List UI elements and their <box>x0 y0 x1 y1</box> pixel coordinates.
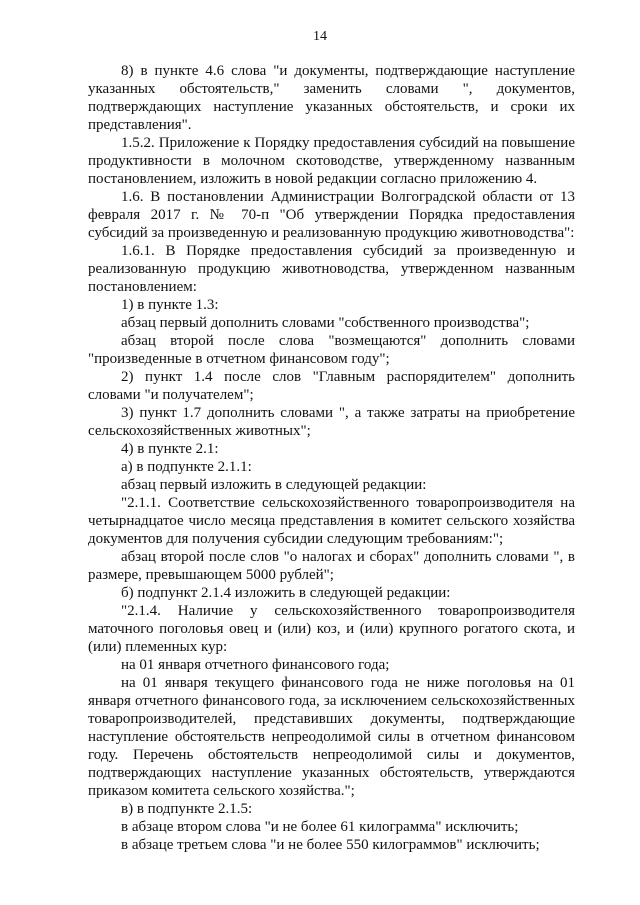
paragraph: абзац первый дополнить словами "собственного производства"; <box>121 315 530 331</box>
paragraph: 1.6.1. В Порядке предоставления субсидий за произведенную и реализованную продукцию животноводства, утвержденном названным постановлением: <box>88 243 575 295</box>
paragraph: в абзаце третьем слова "и не более 550 килограммов" исключить; <box>121 837 540 853</box>
paragraph: "2.1.1. Соответствие сельскохозяйственного товаропроизводителя на четырнадцатое число месяца представления в комитет сельского хозяйства документов для получения субсидии следующим требованиям:"; <box>88 495 575 547</box>
paragraph: 3) пункт 1.7 дополнить словами ", а также затраты на приобретение сельскохозяйственных животных"; <box>88 405 575 439</box>
paragraph: на 01 января текущего финансового года не ниже поголовья на 01 января отчетного финансового года, за исключением сельскохозяйственных товаропроизводителей, представивших документы, подтверждающие наступление обстоятельств непреодолимой силы в отчетном финансовом году. Перечень обстоятельств непреодолимой силы и документов, подтверждающих наступление указанных обстоятельств, утверждаются приказом комитета сельского хозяйства."; <box>88 675 575 799</box>
paragraph: абзац второй после слов "о налогах и сборах" дополнить словами ", в размере, превышающем 5000 рублей"; <box>88 549 575 583</box>
paragraph: на 01 января отчетного финансового года; <box>121 657 390 673</box>
paragraph: а) в подпункте 2.1.1: <box>121 459 252 475</box>
paragraph: абзац второй после слова "возмещаются" дополнить словами "произведенные в отчетном финансовом году"; <box>88 333 575 367</box>
paragraph: б) подпункт 2.1.4 изложить в следующей редакции: <box>121 585 451 601</box>
paragraph: 1.5.2. Приложение к Порядку предоставления субсидий на повышение продуктивности в молочном скотоводстве, утвержденному названным постановлением, изложить в новой редакции согласно приложению 4. <box>88 135 575 187</box>
paragraph: 1) в пункте 1.3: <box>121 297 219 313</box>
document-body <box>88 62 575 854</box>
paragraph: в) в подпункте 2.1.5: <box>121 801 253 817</box>
paragraph: в абзаце втором слова "и не более 61 килограмма" исключить; <box>121 819 519 835</box>
paragraph: абзац первый изложить в следующей редакции: <box>121 477 427 493</box>
paragraph: 4) в пункте 2.1: <box>121 441 219 457</box>
page-number: 14 <box>313 29 327 44</box>
paragraph: 2) пункт 1.4 после слов "Главным распорядителем" дополнить словами "и получателем"; <box>88 369 575 403</box>
paragraph: "2.1.4. Наличие у сельскохозяйственного товаропроизводителя маточного поголовья овец и (или) коз, и (или) крупного рогатого скота, и (или) племенных кур: <box>88 603 575 655</box>
paragraph: 8) в пункте 4.6 слова "и документы, подтверждающие наступление указанных обстоятельств," заменить словами ", документов, подтверждающих наступление указанных обстоятельств, и сроки их представления". <box>88 63 575 133</box>
paragraph: 1.6. В постановлении Администрации Волгоградской области от 13 февраля 2017 г. № 70-п "Об утверждении Порядка предоставления субсидий за произведенную и реализованную продукцию животноводства": <box>88 189 575 241</box>
